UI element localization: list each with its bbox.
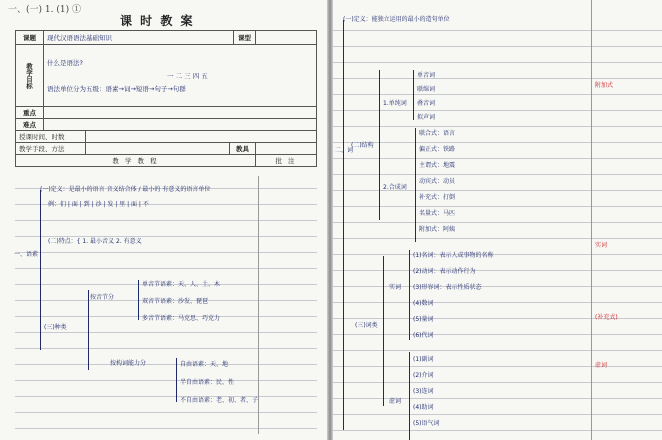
aid-value <box>256 143 316 154</box>
single-word: 1.单纯词 <box>383 100 407 107</box>
top-note: 一、(一) 1. (1) ① <box>8 5 81 15</box>
real-e: (5)量词 <box>413 316 434 323</box>
word-classes: (三)词类 <box>355 322 378 329</box>
compound-f: 名量式：马匹 <box>419 210 456 217</box>
difficulty-value <box>44 119 316 130</box>
empty-d: (4)助词 <box>413 404 434 411</box>
means-value <box>86 143 230 154</box>
empty-words: 虚词 <box>389 398 402 405</box>
morpheme-branch: 一、语素 <box>14 251 39 258</box>
right-page <box>333 0 662 440</box>
kinds-syllable-2: 双音节语素：沙发、琵琶 <box>142 298 209 305</box>
kinds-by-ability: 按构词能力分 <box>110 360 147 367</box>
real-words: 实词 <box>389 284 402 291</box>
compound-a: 联合式：语言 <box>419 130 456 137</box>
key-label: 重点 <box>16 107 44 118</box>
margin-note-4: (补充式) <box>595 314 618 321</box>
kinds-by-syllable: 按音节分 <box>90 294 115 301</box>
morpheme-def: (一)定义：是最小的语言 音义结合体 / 最小的 有意义的语言单位 <box>40 186 211 193</box>
single-word-c: 叠音词 <box>417 100 436 107</box>
left-page <box>0 0 327 440</box>
compound-b: 偏正式：铁路 <box>419 146 456 153</box>
compound-g: 附加式：阿姨 <box>419 226 456 233</box>
means-label: 教学手段、方法 <box>16 143 86 154</box>
empty-b: (2)介词 <box>413 372 434 379</box>
real-f: (6)代词 <box>413 332 434 339</box>
single-word-b: 联绵词 <box>417 86 436 93</box>
real-a: (1)名词：表示人或事物的名称 <box>413 252 494 259</box>
difficulty-label: 难点 <box>16 119 44 130</box>
word-branch: 二、词 <box>335 147 354 154</box>
single-word-d: 拟声词 <box>417 114 436 121</box>
compound-c: 主谓式：地震 <box>419 162 456 169</box>
empty-e: (5)语气词 <box>413 420 440 427</box>
time-value <box>86 131 316 142</box>
goal-line1: 什么是语法? <box>47 59 83 67</box>
goal-value <box>44 45 316 106</box>
empty-a: (1)副词 <box>413 356 434 363</box>
topic-label: 课题 <box>16 31 44 44</box>
real-c: (3)形容词：表示性质状态 <box>413 284 482 291</box>
compound-d: 动宾式：动员 <box>419 178 456 185</box>
type-value <box>256 31 316 44</box>
morpheme-examples: 例：们 | 面 | 到 | 沙 | 发 | 里 | 面 | 不 <box>48 201 149 208</box>
page-title: 课 时 教 案 <box>120 14 195 28</box>
note-header: 批 注 <box>275 157 297 165</box>
margin-note-2: 实词 <box>595 242 608 249</box>
margin-note-1: 附加式 <box>595 82 614 89</box>
process-header: 教 学 教 程 <box>16 155 256 166</box>
goal-line2: 语法单位分为五级：语素→词→短语→句子→句群 <box>47 85 186 93</box>
goal-label: 教学目标 <box>16 45 44 106</box>
type-label: 课型 <box>234 31 256 44</box>
kinds-syllable-3: 多音节语素：马克思、巧克力 <box>142 315 221 322</box>
topic-value: 现代汉语语法基础知识 <box>44 31 234 44</box>
key-value <box>44 107 316 118</box>
empty-c: (3)连词 <box>413 388 434 395</box>
real-d: (4)数词 <box>413 300 434 307</box>
time-label: 授课时间、时数 <box>16 131 86 142</box>
margin-note-3: 虚词 <box>595 362 608 369</box>
morpheme-features: (二)特点：{ 1. 最小音义 2. 有意义 <box>48 238 142 245</box>
single-word-a: 单音词 <box>417 72 436 79</box>
kinds-ability-2: 半自由语素：民、性 <box>180 379 235 386</box>
word-def: (一)定义：能独立运用的最小的造句单位 <box>343 16 450 23</box>
word-structure: (二)结构 <box>351 142 374 149</box>
goal-numbers: 一 二 三 四 五 <box>167 72 208 80</box>
kinds-ability-3: 不自由语素：老、初、者、子 <box>180 397 259 404</box>
compound-word: 2.合成词 <box>383 184 407 191</box>
lesson-form <box>15 30 317 167</box>
kinds-syllable-1: 单音节语素：天、人、土、木 <box>142 281 221 288</box>
real-b: (2)动词：表示动作行为 <box>413 268 476 275</box>
morpheme-kinds: (三)种类 <box>44 324 67 331</box>
kinds-ability-1: 自由语素：天、地 <box>180 361 229 368</box>
aid-label: 教具 <box>230 143 256 154</box>
compound-e: 补充式：打倒 <box>419 194 456 201</box>
